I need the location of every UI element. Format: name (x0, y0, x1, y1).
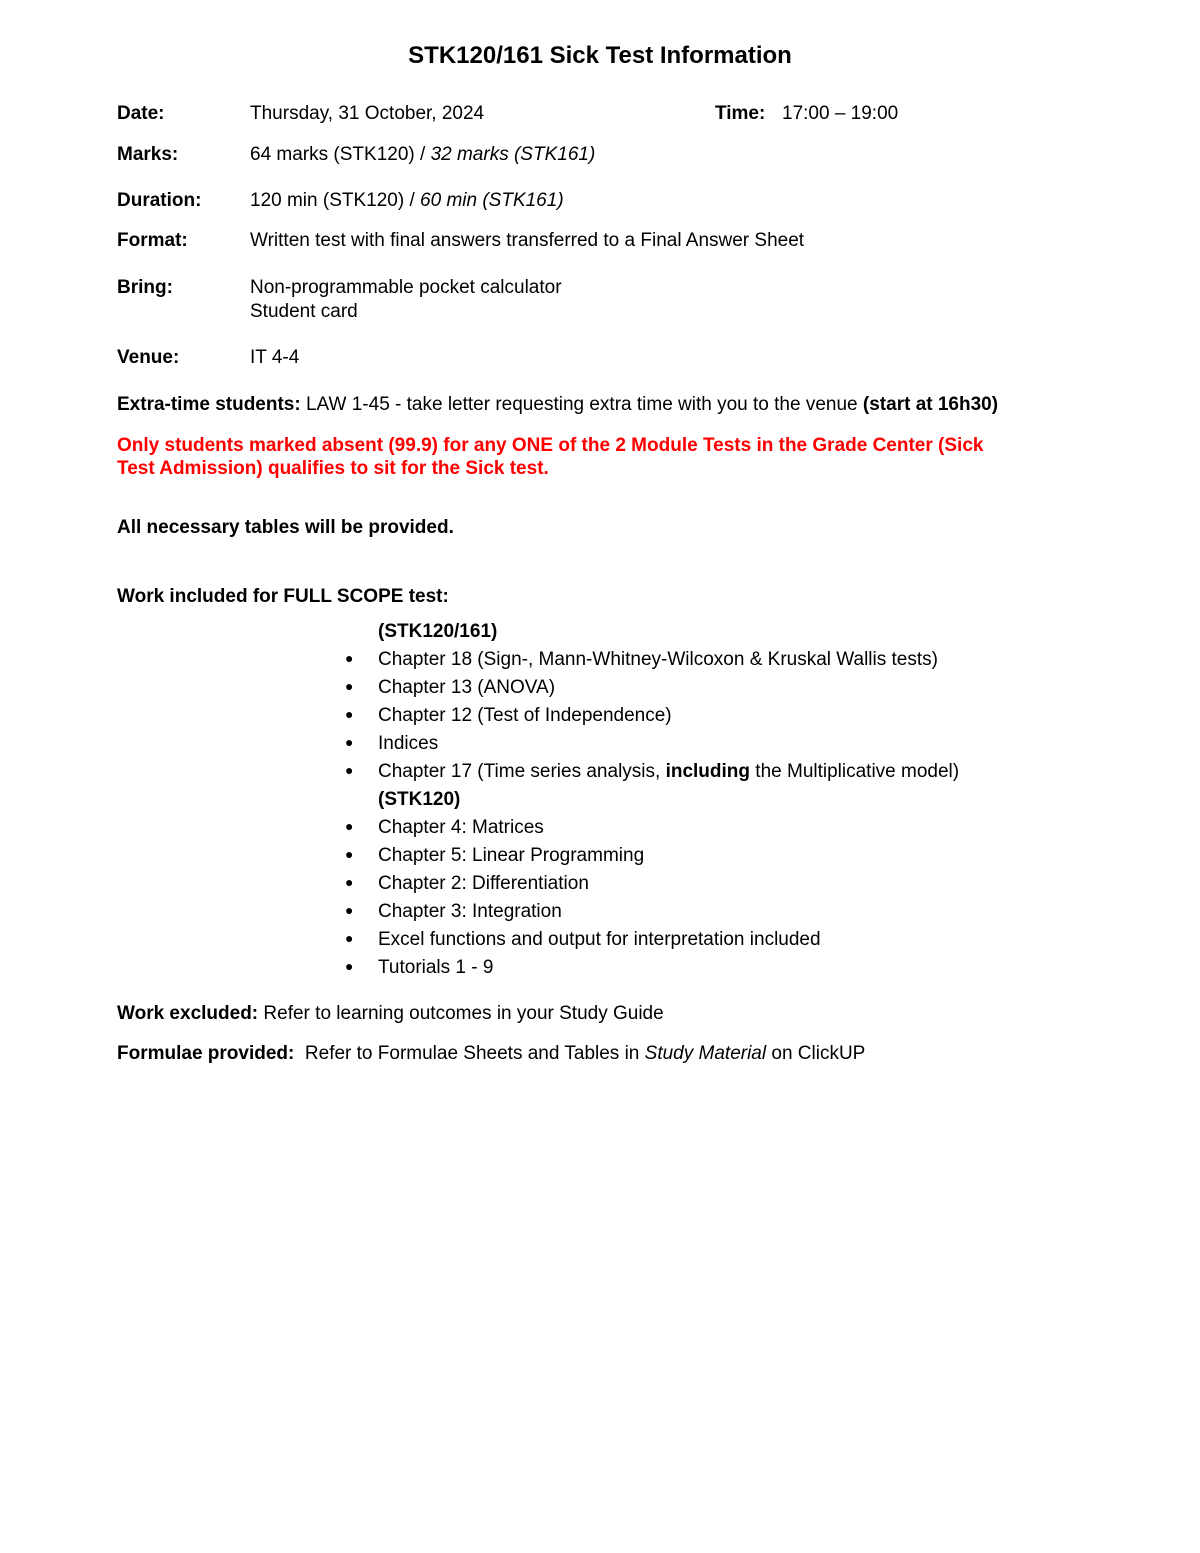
bullet-icon: ● (345, 902, 354, 918)
list-item: ● Tutorials 1 - 9 (345, 957, 494, 978)
extra-time-start: (start at 16h30) (862, 394, 999, 415)
list-item: ● Chapter 17 (Time series analysis, including the Multiplicative model) (345, 761, 960, 782)
bullet-icon: ● (345, 818, 354, 834)
bring-item-student-card: Student card (250, 301, 358, 322)
study-material-ref: Study Material (644, 1043, 767, 1064)
admission-notice-line2: Test Admission) qualifies to sit for the Sick test. (117, 458, 549, 479)
extra-time-label: Extra-time students: (117, 394, 301, 415)
marks-stk120: 64 marks (STK120) / (250, 144, 431, 165)
group-heading-stk120: (STK120) (378, 789, 461, 810)
group-heading-stk120-161: (STK120/161) (378, 621, 498, 642)
date-value: Thursday, 31 October, 2024 (250, 103, 485, 124)
list-item: ● Chapter 12 (Test of Independence) (345, 705, 672, 726)
bullet-icon: ● (345, 874, 354, 890)
format-label: Format: (117, 230, 188, 251)
extra-time-line (117, 394, 998, 416)
bring-label: Bring: (117, 277, 173, 298)
marks-value (250, 144, 595, 166)
bullet-icon: ● (345, 846, 354, 862)
extra-time-text: LAW 1-45 - take letter requesting extra time with you to the venue (300, 394, 863, 415)
admission-notice-line1: Only students marked absent (99.9) for any ONE of the 2 Module Tests in the Grade Center (Sick (117, 435, 984, 456)
bullet-icon: ● (345, 678, 354, 694)
list-item: ● Excel functions and output for interpretation included (345, 929, 821, 950)
bullet-icon: ● (345, 762, 354, 778)
work-excluded-line (117, 1003, 664, 1025)
formulae-label: Formulae provided: (117, 1043, 295, 1064)
bullet-icon: ● (345, 930, 354, 946)
formulae-line: Formulae provided: Refer to Formulae Sheets and Tables in Study Material on ClickUP (117, 1043, 866, 1064)
duration-stk161: 60 min (STK161) (420, 190, 564, 211)
list-item: ● Chapter 2: Differentiation (345, 873, 589, 894)
bullet-icon: ● (345, 958, 354, 974)
marks-stk161: 32 marks (STK161) (430, 144, 596, 165)
list-item: ● Chapter 3: Integration (345, 901, 562, 922)
tables-note: All necessary tables will be provided. (117, 517, 454, 538)
time-value: 17:00 – 19:00 (782, 103, 899, 124)
venue-label: Venue: (117, 347, 180, 368)
bring-item-calculator: Non-programmable pocket calculator (250, 277, 562, 298)
duration-label: Duration: (117, 190, 202, 211)
list-item: ● Chapter 13 (ANOVA) (345, 677, 556, 698)
time-label: Time: (715, 103, 766, 124)
list-item: ● Chapter 4: Matrices (345, 817, 544, 838)
page-title: STK120/161 Sick Test Information (408, 42, 792, 69)
bullet-icon: ● (345, 734, 354, 750)
list-item: ● Chapter 18 (Sign-, Mann-Whitney-Wilcoxon & Kruskal Wallis tests) (345, 649, 938, 670)
work-excluded-text: Refer to learning outcomes in your Study Guide (258, 1003, 664, 1024)
date-label: Date: (117, 103, 165, 124)
bullet-icon: ● (345, 650, 354, 666)
format-value: Written test with final answers transferred to a Final Answer Sheet (250, 230, 805, 251)
venue-value: IT 4-4 (250, 347, 300, 368)
duration-value (250, 190, 564, 212)
duration-stk120: 120 min (STK120) / (250, 190, 421, 211)
scope-heading: Work included for FULL SCOPE test: (117, 586, 449, 607)
bullet-icon: ● (345, 706, 354, 722)
list-item: ● Indices (345, 733, 439, 754)
work-excluded-label: Work excluded: (117, 1003, 259, 1024)
marks-label: Marks: (117, 144, 179, 165)
list-item: ● Chapter 5: Linear Programming (345, 845, 645, 866)
